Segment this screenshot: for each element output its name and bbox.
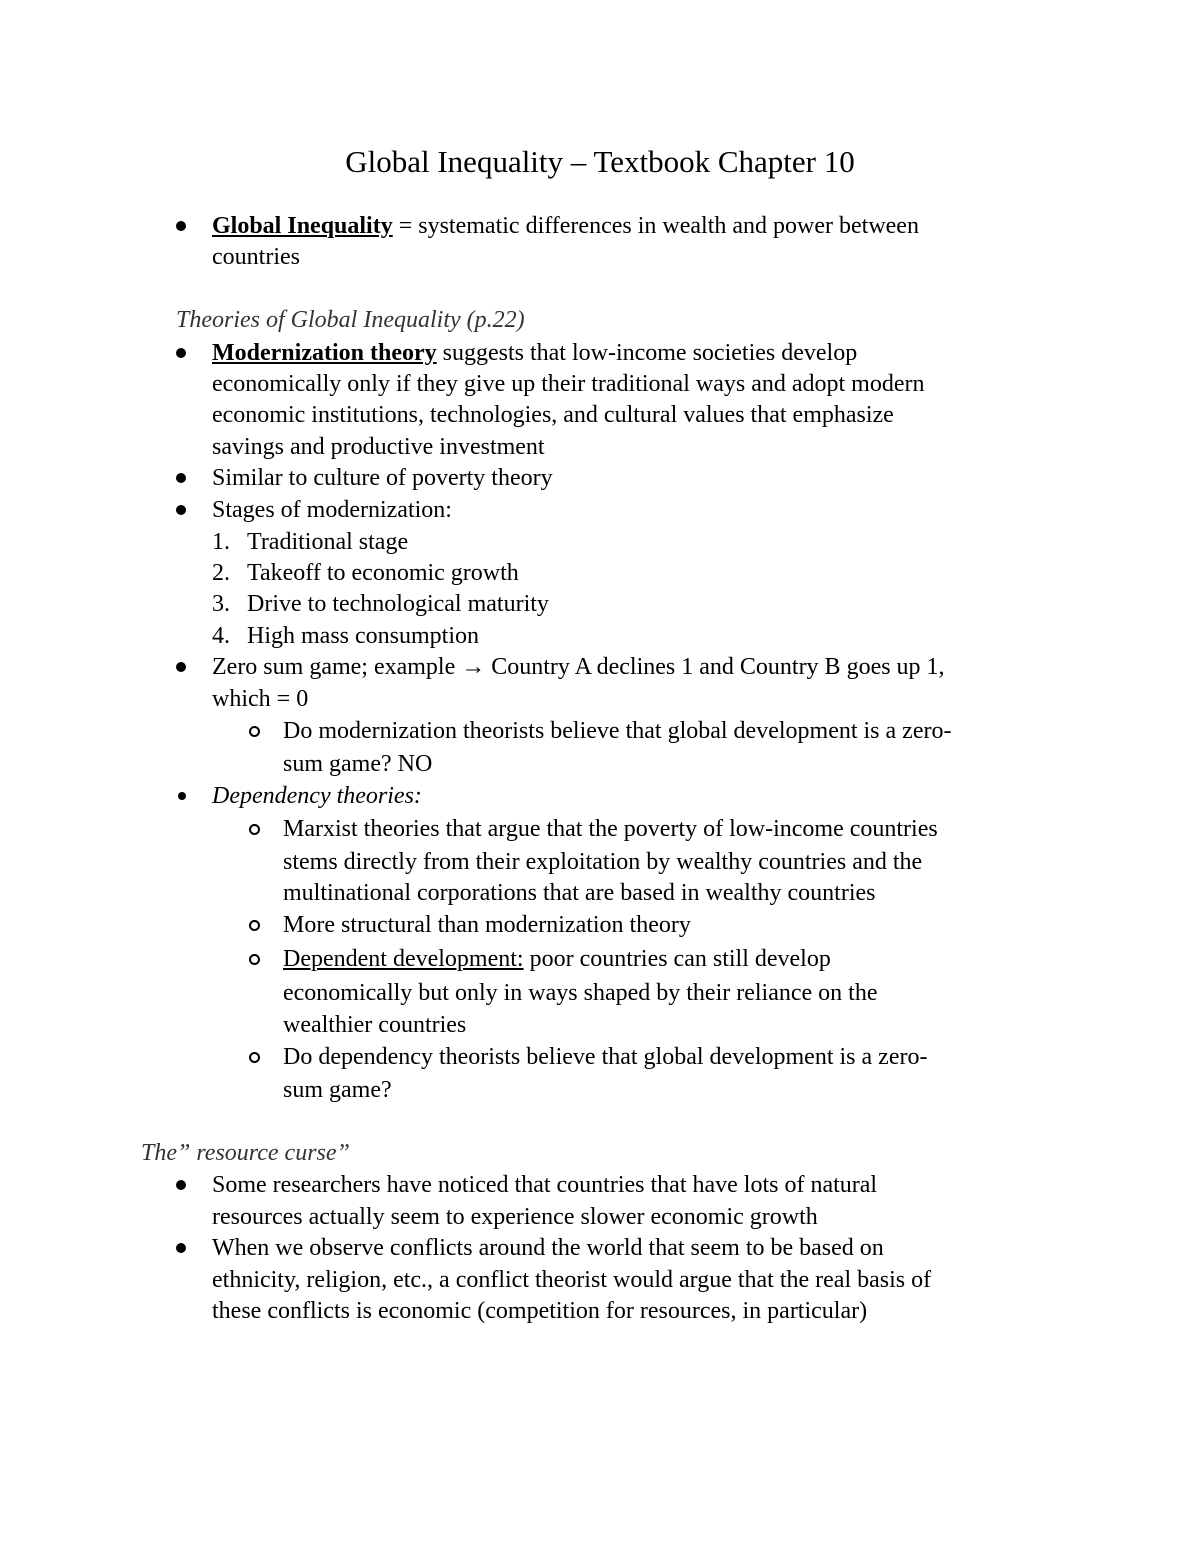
resource-item-2-line-3: these conflicts is economic (competition for resources, in particular) (212, 1298, 868, 1324)
dependency-question-line-2: sum game? (283, 1077, 392, 1103)
modernization-text: suggests that low-income societies develop (436, 340, 858, 366)
stages-label: Stages of modernization: (212, 497, 452, 523)
circle-bullet-icon (249, 920, 260, 931)
stage-item: Drive to technological maturity (247, 591, 549, 617)
dependent-development-line-3: wealthier countries (283, 1012, 467, 1038)
bullet-icon (176, 473, 186, 483)
bullet-icon (176, 505, 186, 515)
resource-item-1-line-1: Some researchers have noticed that countries that have lots of natural (212, 1172, 878, 1198)
definition-line (212, 210, 919, 242)
dependent-development-line-1 (283, 943, 831, 975)
resource-item-2-line-1: When we observe conflicts around the world that seem to be based on (212, 1235, 884, 1261)
zero-sum-question-line-1: Do modernization theorists believe that global development is a zero- (283, 718, 952, 744)
section-heading-resource-curse: The” resource curse” (141, 1140, 350, 1166)
zero-sum-line-1 (212, 651, 945, 683)
similar-item: Similar to culture of poverty theory (212, 465, 553, 491)
stage-number: 3. (212, 591, 230, 617)
zero-sum-line-2: which = 0 (212, 686, 309, 712)
structural-item: More structural than modernization theory (283, 912, 691, 938)
bullet-icon (176, 662, 186, 672)
dependent-development-term: Dependent development: (283, 946, 524, 972)
bullet-icon (176, 1180, 186, 1190)
circle-bullet-icon (249, 954, 260, 965)
stage-item: Traditional stage (247, 529, 409, 555)
marxist-line-1: Marxist theories that argue that the poverty of low-income countries (283, 816, 938, 842)
modernization-line-2: economically only if they give up their traditional ways and adopt modern (212, 371, 925, 397)
bullet-icon (178, 792, 186, 800)
section-heading-theories: Theories of Global Inequality (p.22) (176, 307, 525, 333)
dependent-development-line-2: economically but only in ways shaped by their reliance on the (283, 980, 878, 1006)
circle-bullet-icon (249, 726, 260, 737)
right-arrow-icon: → (461, 654, 486, 680)
dependency-label: Dependency theories: (212, 783, 422, 809)
definition-term: Global Inequality (212, 213, 393, 239)
marxist-line-2: stems directly from their exploitation by wealthy countries and the (283, 849, 923, 875)
stage-number: 1. (212, 529, 230, 555)
definition-continuation: countries (212, 244, 300, 270)
dependent-development-text: poor countries can still develop (523, 946, 831, 972)
circle-bullet-icon (249, 1052, 260, 1063)
dependency-question-line-1: Do dependency theorists believe that global development is a zero- (283, 1044, 928, 1070)
circle-bullet-icon (249, 824, 260, 835)
zero-sum-example: Country A declines 1 and Country B goes up 1, (485, 654, 945, 680)
stage-number: 2. (212, 560, 230, 586)
stage-item: High mass consumption (247, 623, 479, 649)
modernization-line-1 (212, 337, 857, 369)
modernization-term: Modernization theory (212, 340, 437, 366)
bullet-icon (176, 1243, 186, 1253)
resource-item-1-line-2: resources actually seem to experience slower economic growth (212, 1204, 818, 1230)
stage-number: 4. (212, 623, 230, 649)
bullet-icon (176, 348, 186, 358)
stage-item: Takeoff to economic growth (247, 560, 519, 586)
zero-sum-question-line-2: sum game? NO (283, 751, 433, 777)
modernization-line-3: economic institutions, technologies, and cultural values that emphasize (212, 402, 894, 428)
marxist-line-3: multinational corporations that are based in wealthy countries (283, 880, 876, 906)
bullet-icon (176, 221, 186, 231)
resource-item-2-line-2: ethnicity, religion, etc., a conflict theorist would argue that the real basis of (212, 1267, 932, 1293)
zero-sum-text: Zero sum game; example (212, 654, 462, 680)
page-title: Global Inequality – Textbook Chapter 10 (345, 144, 855, 179)
modernization-line-4: savings and productive investment (212, 434, 545, 460)
definition-text: = systematic differences in wealth and power between (392, 213, 919, 239)
